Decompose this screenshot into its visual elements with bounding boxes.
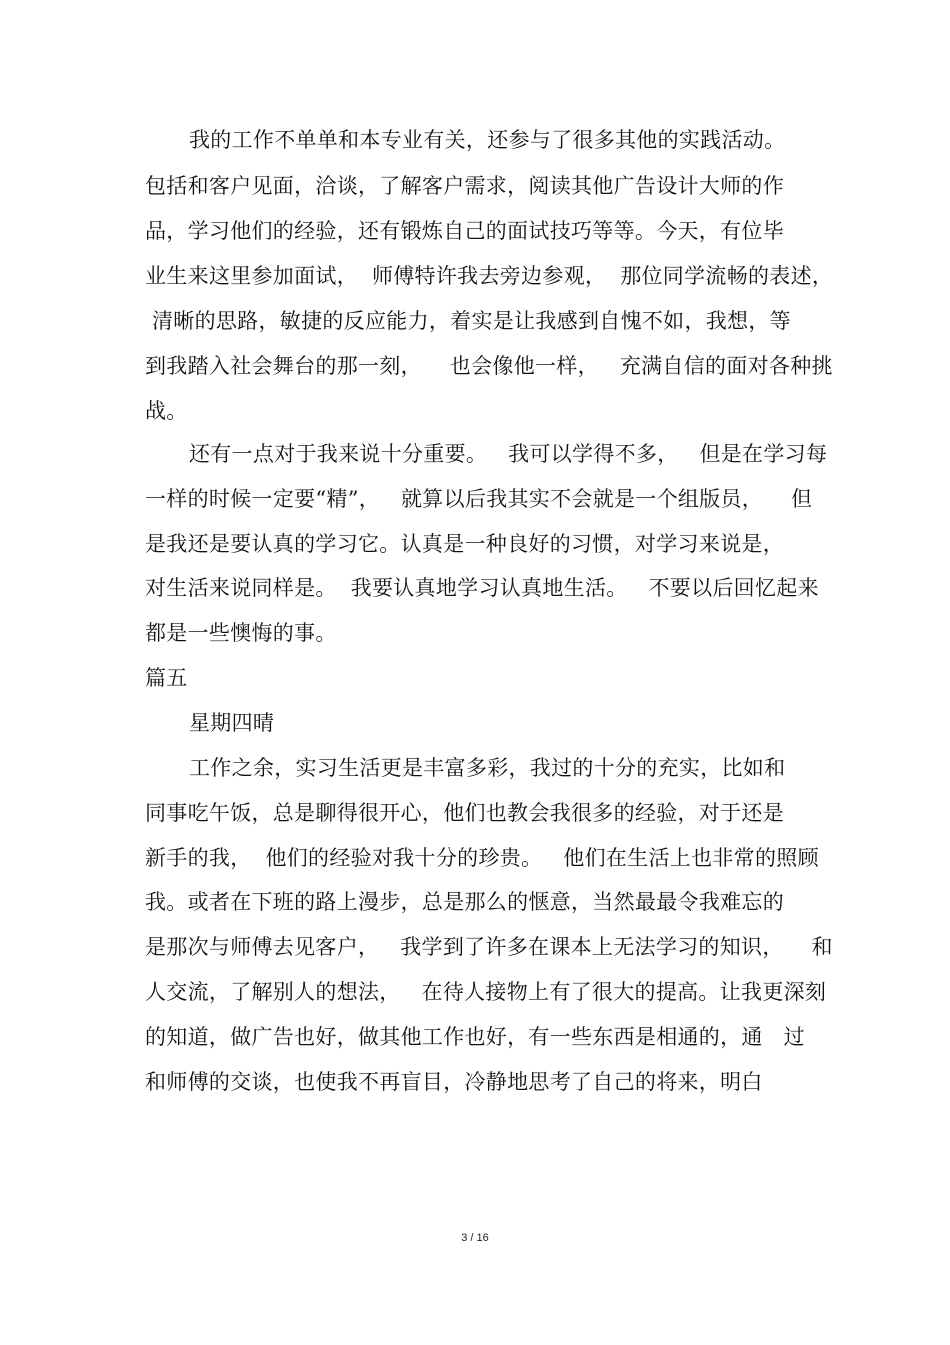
paragraph-line: 清晰的思路，敏捷的反应能力，着实是让我感到自愧不如，我想，等	[145, 309, 791, 333]
paragraph-line: 一样的时候一定要“精”， 就算以后我其实不会就是一个组版员， 但	[145, 487, 813, 511]
paragraph-line: 我的工作不单单和本专业有关，还参与了很多其他的实践活动。	[189, 128, 786, 152]
paragraph-line: 包括和客户见面，洽谈，了解客户需求，阅读其他广告设计大师的作	[145, 174, 784, 198]
paragraph-line: 还有一点对于我来说十分重要。 我可以学得不多， 但是在学习每	[189, 442, 828, 466]
paragraph-line: 同事吃午饭，总是聊得很开心，他们也教会我很多的经验，对于还是	[145, 801, 784, 825]
paragraph-line: 战。	[145, 399, 188, 423]
paragraph-line: 是我还是要认真的学习它。认真是一种良好的习惯，对学习来说是，	[145, 532, 784, 556]
date-weather-line: 星期四晴	[189, 711, 275, 735]
paragraph-line: 品，学习他们的经验，还有锻炼自己的面试技巧等等。今天，有位毕	[145, 219, 784, 243]
page-number: 3 / 16	[461, 1232, 489, 1244]
paragraph-line: 的知道，做广告也好，做其他工作也好，有一些东西是相通的，通 过	[145, 1025, 805, 1049]
paragraph-line: 业生来这里参加面试， 师傅特许我去旁边参观， 那位同学流畅的表述，	[145, 264, 834, 288]
paragraph-line: 人交流，了解别人的想法， 在待人接物上有了很大的提高。让我更深刻	[145, 980, 827, 1004]
paragraph-line: 工作之余，实习生活更是丰富多彩，我过的十分的充实，比如和	[189, 756, 786, 780]
paragraph-line: 是那次与师傅去见客户， 我学到了许多在课本上无法学习的知识， 和	[145, 935, 833, 959]
paragraph-line: 新手的我， 他们的经验对我十分的珍贵。 他们在生活上也非常的照顾	[145, 846, 819, 870]
section-heading: 篇五	[145, 666, 188, 690]
paragraph-line: 对生活来说同样是。 我要认真地学习认真地生活。 不要以后回忆起来	[145, 576, 819, 600]
paragraph-line: 到我踏入社会舞台的那一刻， 也会像他一样， 充满自信的面对各种挑	[145, 354, 833, 378]
paragraph-line: 和师傅的交谈，也使我不再盲目，冷静地思考了自己的将来，明白	[145, 1070, 763, 1094]
paragraph-line: 都是一些懊悔的事。	[145, 621, 337, 645]
paragraph-line: 我。或者在下班的路上漫步，总是那么的惬意，当然最最令我难忘的	[145, 890, 784, 914]
